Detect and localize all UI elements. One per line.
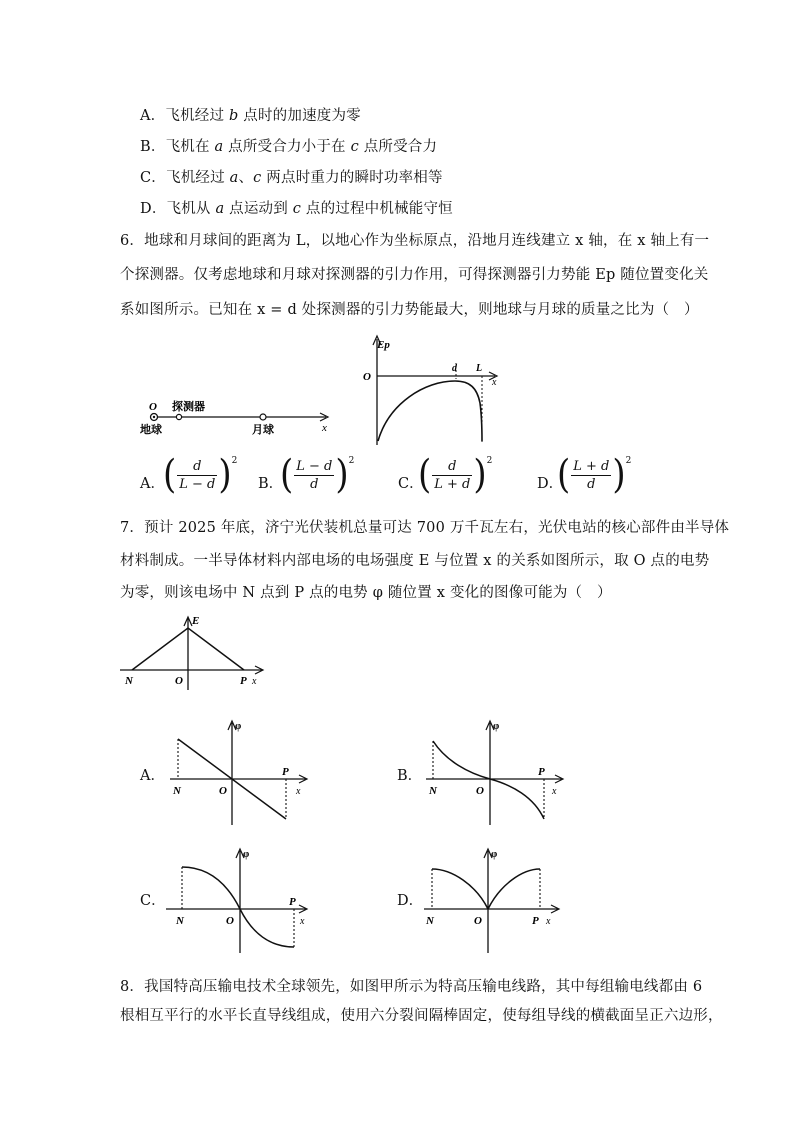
q6-option-d-label: D． xyxy=(537,476,564,492)
q7-graph-c xyxy=(160,845,310,955)
phi-axis-label: φ xyxy=(235,721,242,732)
q6-option-d-fraction: ( $\frac{L + d}{d}$ ) 2 xyxy=(557,452,632,498)
N-label: N xyxy=(176,915,184,927)
q7-option-c-label: C． xyxy=(140,893,166,909)
ep-curve xyxy=(378,381,482,441)
q7-option-a-label: A． xyxy=(140,768,165,784)
phi-axis-label: φ xyxy=(491,849,498,860)
q7-graph-a xyxy=(160,717,310,827)
x-axis-label: x xyxy=(492,377,497,388)
P-label: P xyxy=(282,766,289,778)
q6-text-line-1: 6．地球和月球间的距离为 L，以地心作为坐标原点，沿地月连线建立 x 轴，在 x 轴上有一 xyxy=(120,233,710,249)
P-label: P xyxy=(289,896,296,908)
q5-option-c: C．飞机经过 a、c 两点时重力的瞬时功率相等 xyxy=(140,170,443,186)
q6-option-b-label: B． xyxy=(258,476,284,492)
N-label: N xyxy=(429,785,437,797)
N-label: N xyxy=(426,915,434,927)
L-label: L xyxy=(476,363,483,374)
O-label: O xyxy=(219,785,227,797)
P-label: P xyxy=(532,915,539,927)
q6-text-line-2: 个探测器。仅考虑地球和月球对探测器的引力作用，可得探测器引力势能 Ep 随位置变化关 xyxy=(120,267,709,283)
q7-option-d-label: D． xyxy=(397,893,424,909)
N-label: N xyxy=(173,785,181,797)
moon-marker xyxy=(260,414,266,420)
q7-graph-b xyxy=(418,717,568,827)
q6-option-c-label: C． xyxy=(398,476,424,492)
q6-option-a-label: A． xyxy=(140,476,165,492)
moon-label: 月球 xyxy=(252,424,274,436)
P-label: P xyxy=(240,675,247,687)
probe-marker xyxy=(176,414,181,419)
q5-option-b: B．飞机在 a 点所受合力小于在 c 点所受合力 xyxy=(140,139,438,155)
origin-label: O xyxy=(149,401,157,413)
q6-text-line-3: 系如图所示。已知在 x = d 处探测器的引力势能最大，则地球与月球的质量之比为（ ） xyxy=(120,302,699,318)
q6-ep-graph xyxy=(355,333,505,448)
x-axis-label: x xyxy=(296,786,301,797)
O-label: O xyxy=(226,915,234,927)
phi-curve-left xyxy=(432,869,488,909)
O-label: O xyxy=(476,785,484,797)
q8-text-line-1: 8．我国特高压输电技术全球领先，如图甲所示为特高压输电线路，其中每组输电线都由 6 xyxy=(120,979,703,995)
q7-text-line-1: 7．预计 2025 年底，济宁光伏装机总量可达 700 万千瓦左右，光伏电站的核心部件由半导体 xyxy=(120,520,730,536)
origin-label: O xyxy=(363,371,371,383)
q7-option-b-label: B． xyxy=(397,768,423,784)
phi-axis-label: φ xyxy=(243,849,250,860)
q7-text-line-3: 为零，则该电场中 N 点到 P 点的电势 φ 随位置 x 变化的图像可能为（ ） xyxy=(120,585,612,601)
probe-label: 探测器 xyxy=(172,401,205,413)
E-axis-label: E xyxy=(192,615,200,627)
q7-text-line-2: 材料制成。一半导体材料内部电场的电场强度 E 与位置 x 的关系如图所示，取 O 点的电势 xyxy=(120,553,710,569)
q6-earth-moon-figure xyxy=(130,395,340,440)
x-axis-label: x xyxy=(546,916,551,927)
q7-graph-d xyxy=(418,845,568,955)
x-axis-label: x xyxy=(322,422,327,434)
x-axis-label: x xyxy=(252,676,257,687)
q6-option-b-fraction: ( $\frac{L - d}{d}$ ) 2 xyxy=(280,452,355,498)
O-label: O xyxy=(175,675,183,687)
earth-label: 地球 xyxy=(140,424,162,436)
q5-option-a: A．飞机经过 b 点时的加速度为零 xyxy=(140,108,361,124)
x-axis-label: x xyxy=(552,786,557,797)
ep-axis-label: Ep xyxy=(377,339,390,351)
phi-axis-label: φ xyxy=(493,721,500,732)
phi-curve-right xyxy=(488,869,540,909)
q6-option-a-fraction: ( $\frac{d}{L - d}$ ) 2 xyxy=(163,452,238,498)
phi-curve xyxy=(182,867,294,947)
q6-option-c-fraction: ( $\frac{d}{L + d}$ ) 2 xyxy=(418,452,493,498)
N-label: N xyxy=(125,675,133,687)
O-label: O xyxy=(474,915,482,927)
phi-curve xyxy=(433,741,544,819)
x-axis-label: x xyxy=(300,916,305,927)
d-label: d xyxy=(452,363,457,374)
q8-text-line-2: 根相互平行的水平长直导线组成，使用六分裂间隔棒固定，使每组导线的横截面呈正六边形， xyxy=(120,1008,723,1024)
q5-option-d: D．飞机从 a 点运动到 c 点的过程中机械能守恒 xyxy=(140,201,453,217)
P-label: P xyxy=(538,766,545,778)
q7-field-graph xyxy=(118,612,268,692)
